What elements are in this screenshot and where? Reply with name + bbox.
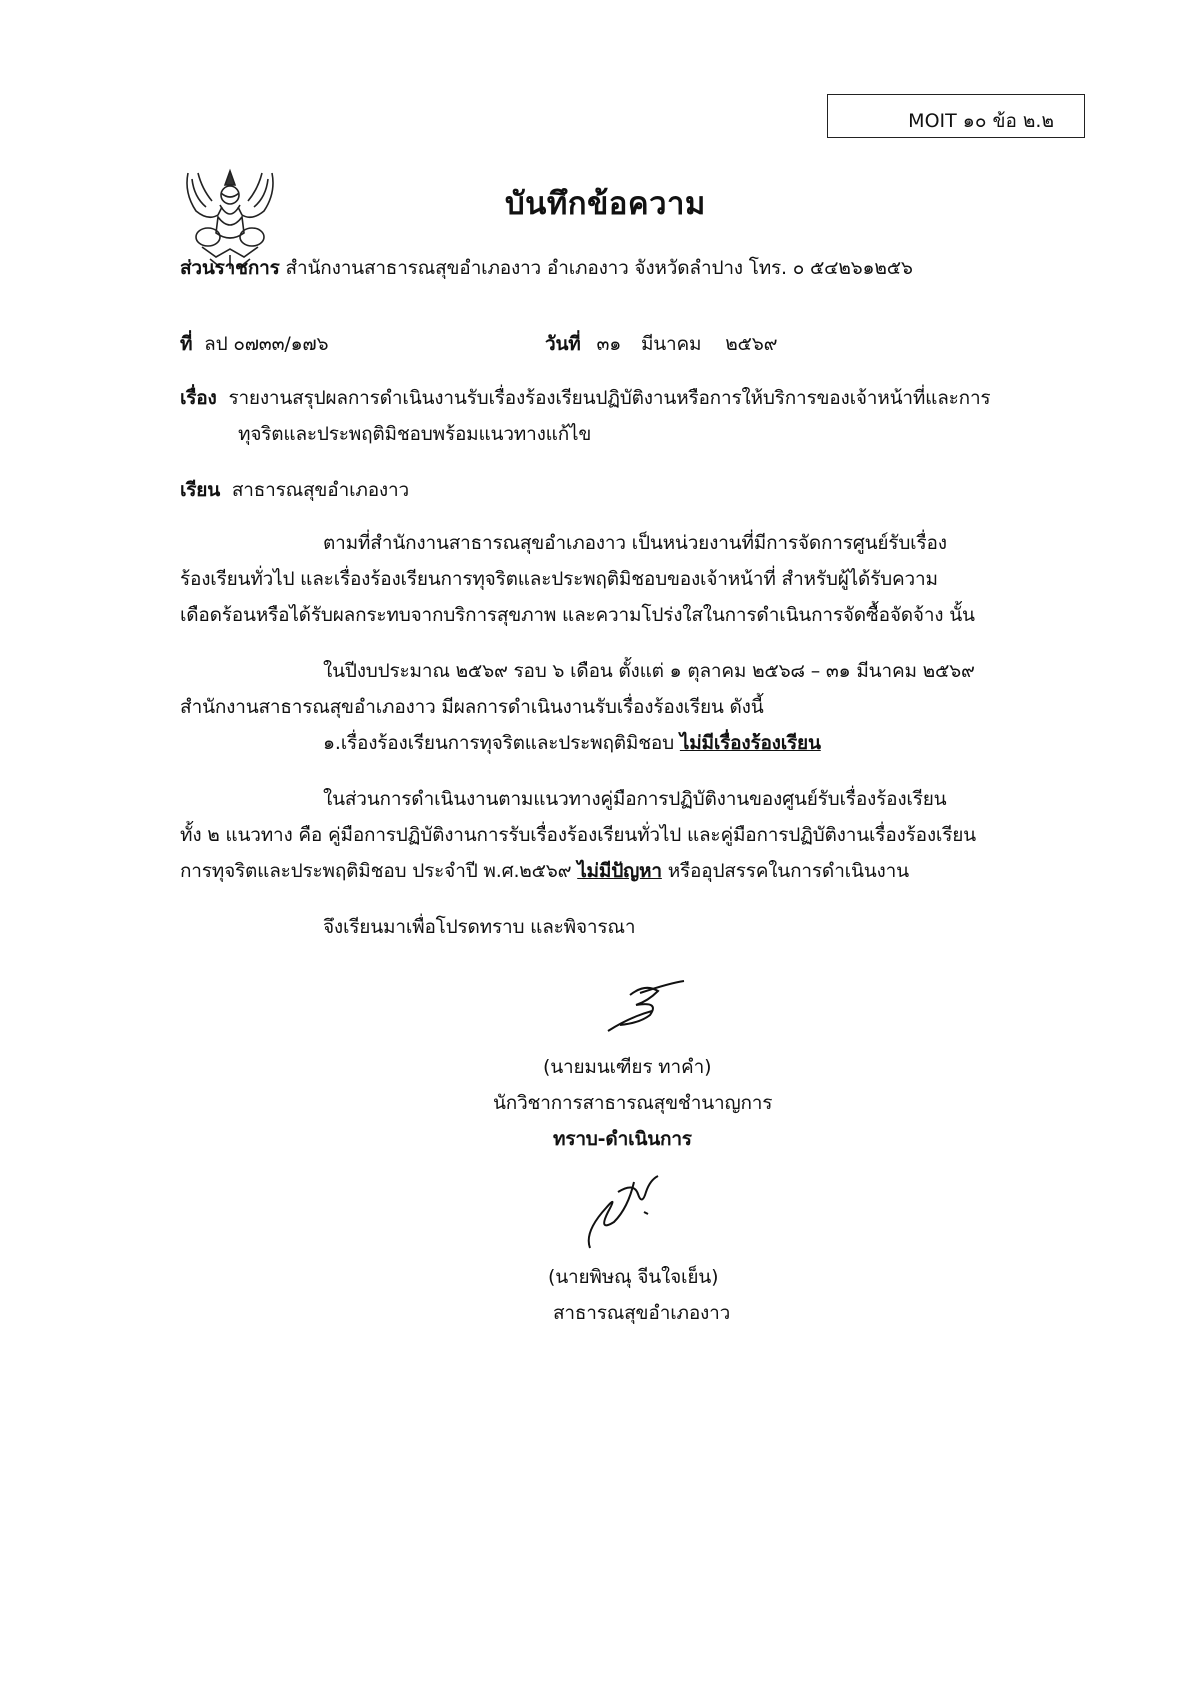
- memo-title: บันทึกข้อความ: [505, 186, 706, 222]
- moit-reference-box: [827, 94, 1085, 138]
- to-label: เรียน: [180, 479, 221, 501]
- subject-line-2: ทุจริตและประพฤติมิชอบพร้อมแนวทางแก้ไข: [238, 423, 592, 445]
- paragraph-2-item-1: [323, 731, 821, 755]
- paragraph-1-line-3: เดือดร้อนหรือได้รับผลกระทบจากบริการสุขภาพ และความโปร่งใสในการดำเนินการจัดซื้อจัดจ้าง นั้น: [180, 604, 975, 626]
- signer-1-position: นักวิชาการสาธารณสุขชำนาญการ: [493, 1092, 773, 1114]
- date-label: วันที่: [545, 333, 581, 355]
- paragraph-1-line-1: ตามที่สำนักงานสาธารณสุขอำเภองาว เป็นหน่วยงานที่มีการจัดการศูนย์รับเรื่อง: [323, 532, 947, 554]
- paragraph-3-line-1: ในส่วนการดำเนินงานตามแนวทางคู่มือการปฏิบัติงานของศูนย์รับเรื่องร้องเรียน: [323, 788, 947, 810]
- agency-label: ส่วนราชการ: [180, 257, 280, 279]
- agency-row: [180, 256, 913, 280]
- date-month: มีนาคม: [640, 333, 702, 355]
- ref-value: ลป ๐๗๓๓/๑๗๖: [204, 333, 329, 355]
- ref-row: [180, 332, 328, 356]
- paragraph-3-line-3: [180, 859, 909, 883]
- to-row: [180, 478, 409, 502]
- to-value: สาธารณสุขอำเภองาว: [231, 479, 409, 501]
- signer-2-name: (นายพิษณุ จีนใจเย็น): [548, 1266, 719, 1288]
- subject-row: [180, 386, 990, 410]
- approval-note: ทราบ-ดำเนินการ: [553, 1128, 692, 1150]
- date-row: [545, 332, 777, 356]
- item-1-text: ๑.เรื่องร้องเรียนการทุจริตและประพฤติมิชอบ: [323, 732, 680, 754]
- paragraph-3-line-2: ทั้ง ๒ แนวทาง คือ คู่มือการปฏิบัติงานการรับเรื่องร้องเรียนทั่วไป และคู่มือการปฏิบัติงานเรื่องร้องเรียน: [180, 824, 976, 846]
- p3-no-problem: ไม่มีปัญหา: [577, 860, 662, 882]
- garuda-emblem-icon: [180, 163, 280, 271]
- subject-line-1: รายงานสรุปผลการดำเนินงานรับเรื่องร้องเรียนปฏิบัติงานหรือการให้บริการของเจ้าหน้าที่และการ: [228, 387, 991, 409]
- signer-2-position: สาธารณสุขอำเภองาว: [553, 1302, 731, 1324]
- ref-label: ที่: [180, 333, 193, 355]
- item-1-result: ไม่มีเรื่องร้องเรียน: [679, 732, 821, 754]
- moit-reference-text: MOIT ๑๐ ข้อ ๒.๒: [908, 110, 1054, 132]
- subject-label: เรื่อง: [180, 387, 217, 409]
- agency-value: สำนักงานสาธารณสุขอำเภองาว อำเภองาว จังหวัดลำปาง โทร. ๐ ๕๔๒๖๑๒๕๖: [285, 257, 913, 279]
- date-day: ๓๑: [596, 333, 622, 355]
- date-year: ๒๕๖๙: [725, 333, 778, 355]
- paragraph-1-line-2: ร้องเรียนทั่วไป และเรื่องร้องเรียนการทุจริตและประพฤติมิชอบของเจ้าหน้าที่ สำหรับผู้ได้รับความ: [180, 568, 938, 590]
- p3-line-3-post: หรืออุปสรรคในการดำเนินงาน: [661, 860, 909, 882]
- signer-1-name: (นายมนเฑียร ทาคำ): [543, 1056, 712, 1078]
- p3-line-3-pre: การทุจริตและประพฤติมิชอบ ประจำปี พ.ศ.๒๕๖๙: [180, 860, 578, 882]
- closing-line: จึงเรียนมาเพื่อโปรดทราบ และพิจารณา: [323, 916, 636, 938]
- paragraph-2-line-2: สำนักงานสาธารณสุขอำเภองาว มีผลการดำเนินงานรับเรื่องร้องเรียน ดังนี้: [180, 696, 764, 718]
- signature-1-icon: [600, 975, 690, 1039]
- paragraph-2-line-1: ในปีงบประมาณ ๒๕๖๙ รอบ ๖ เดือน ตั้งแต่ ๑ ตุลาคม ๒๕๖๘ – ๓๑ มีนาคม ๒๕๖๙: [323, 660, 975, 682]
- signature-2-icon: [578, 1172, 678, 1256]
